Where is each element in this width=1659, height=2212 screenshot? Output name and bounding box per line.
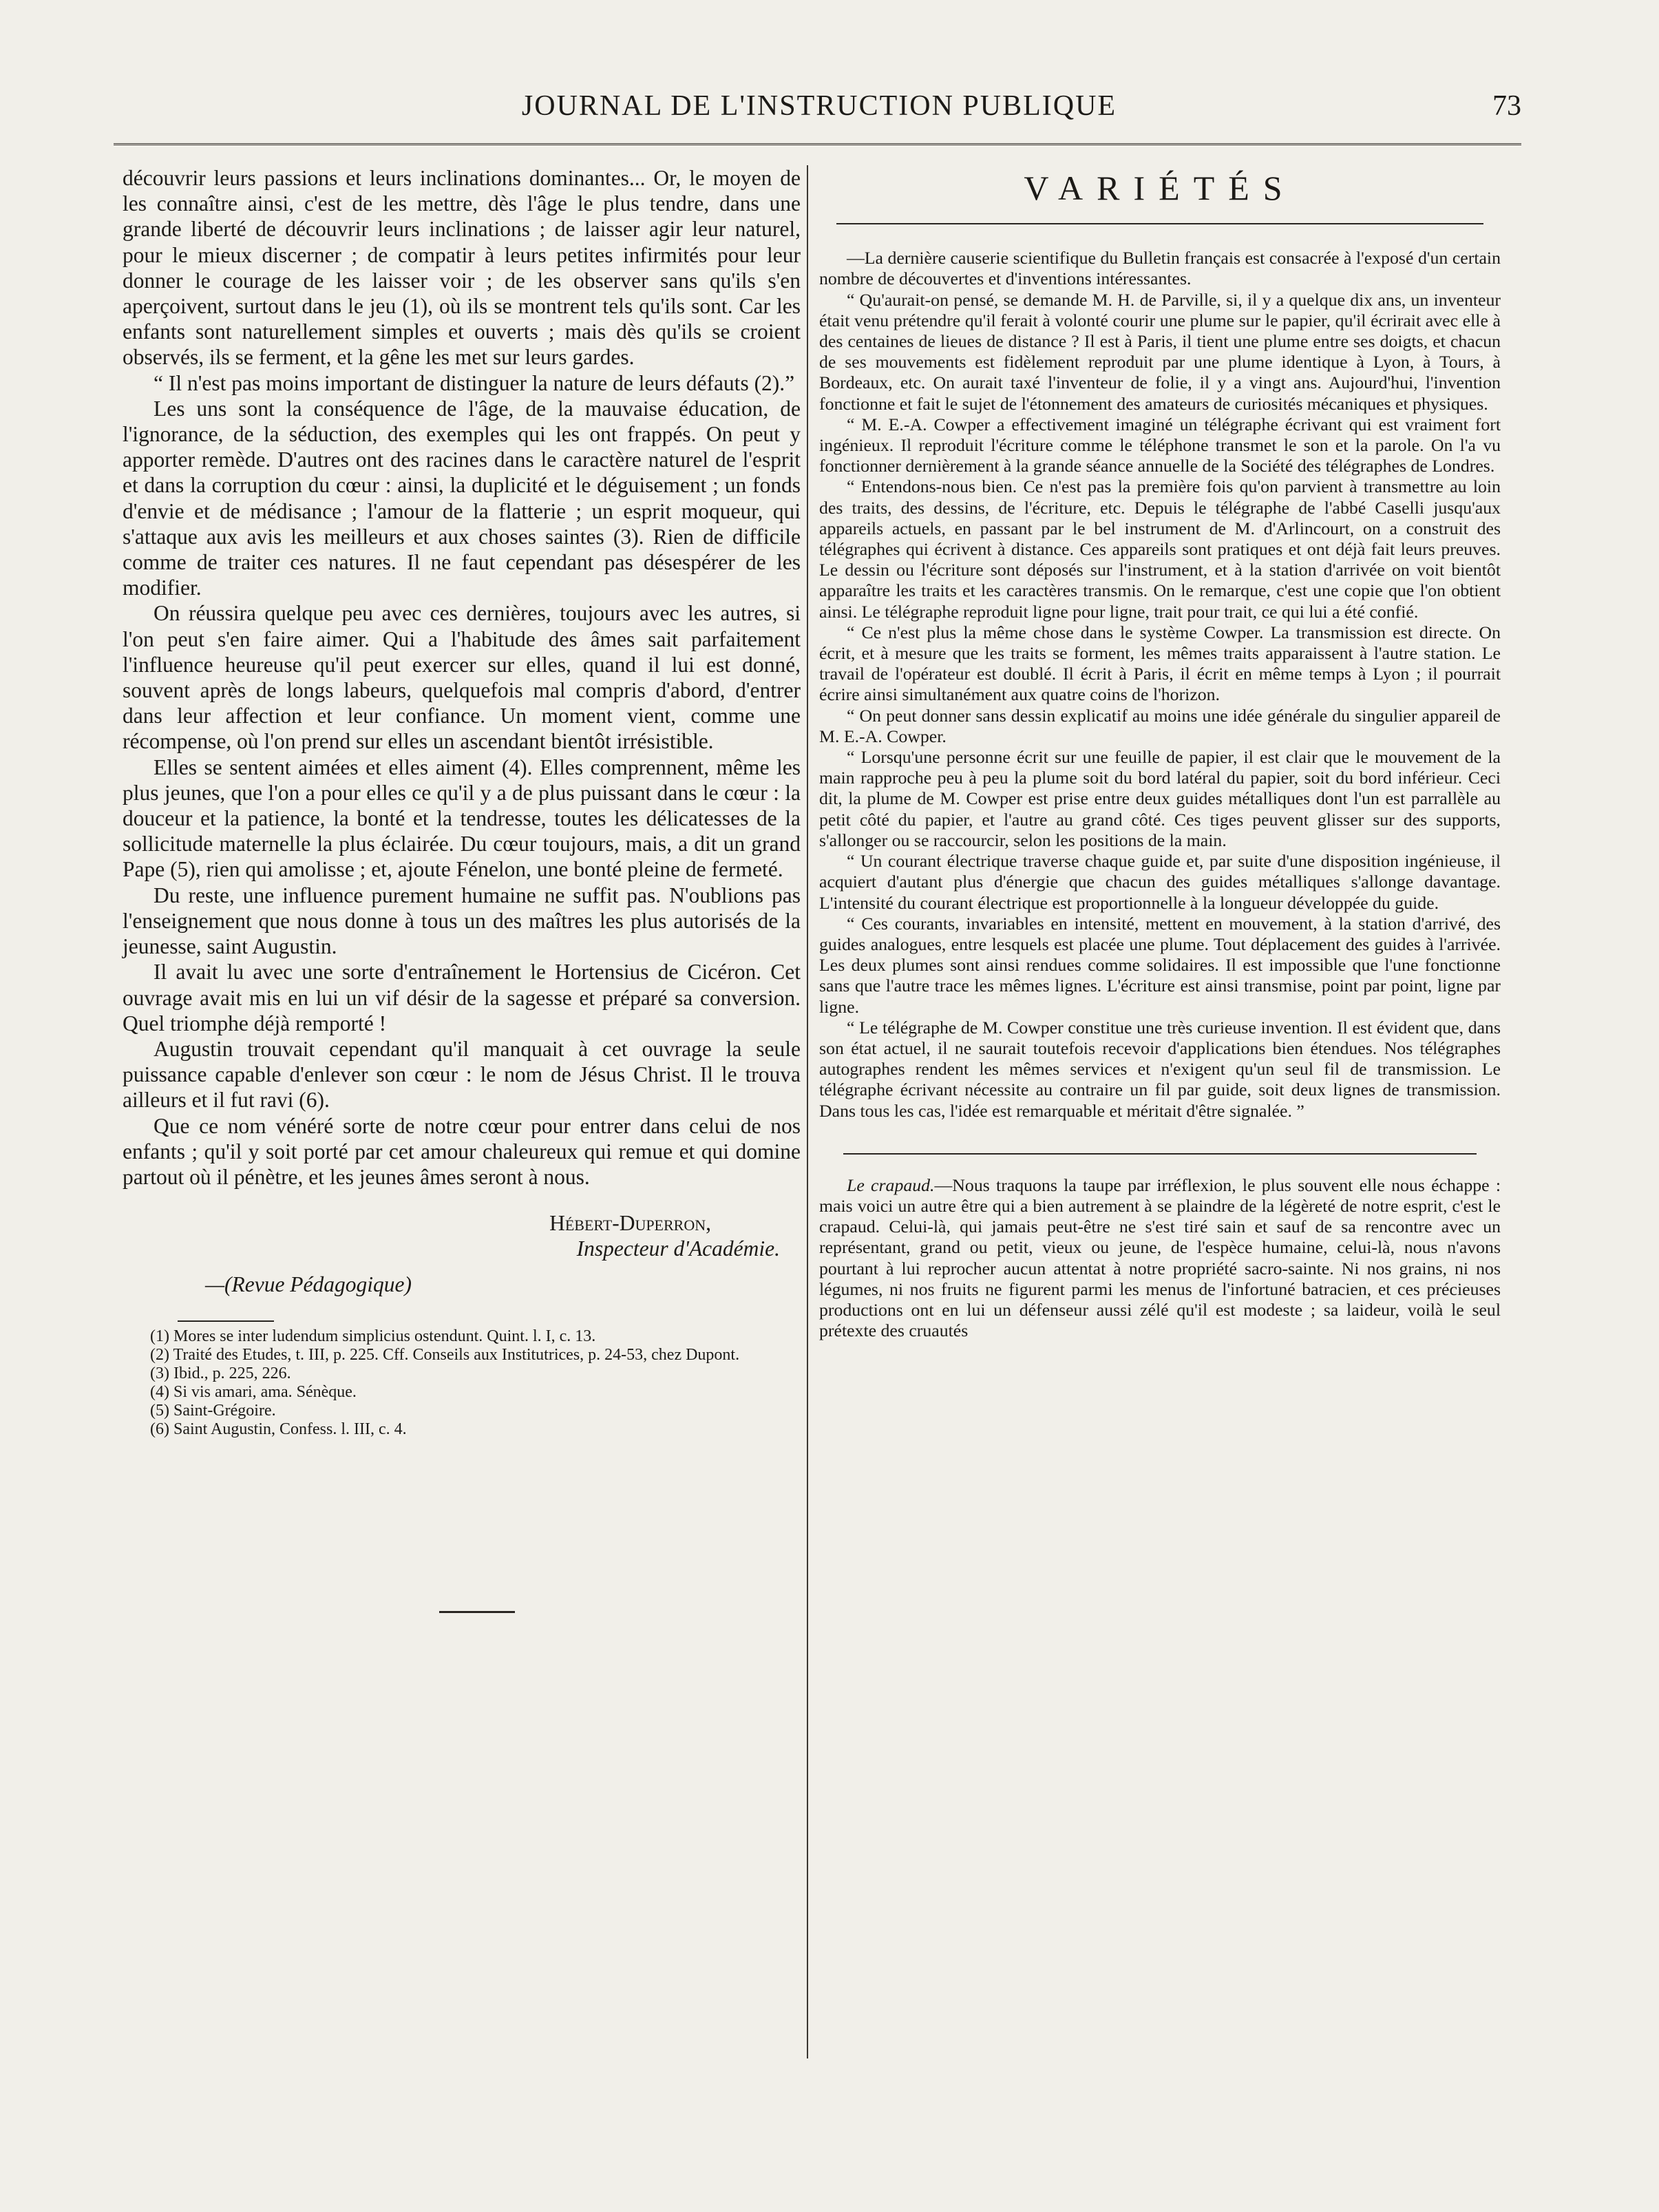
paragraph: Du reste, une influence purement humaine ne suffit pas. N'oublions pas l'enseignement que nous donne à tous un des maîtres les plus autorisés de la jeunesse, saint Augustin.	[123, 883, 801, 959]
footnote: (5) Saint-Grégoire.	[150, 1401, 276, 1420]
paragraph: Les uns sont la conséquence de l'âge, de la mauvaise éducation, de l'ignorance, de la séduction, des exemples qui les ont frappés. On peut y apporter remède. D'autres ont des racines dans le caractère naturel de l'esprit et dans la corruption du cœur : ainsi, la duplicité et le déguisement ; un fonds d'envie et de médisance ; l'amour de la flatterie ; un esprit moqueur, qui s'attaque aux avis les meilleurs et aux choses saintes (3). Rien de difficile comme de traiter ces natures. Il ne faut cependant pas désespérer de les modifier.	[123, 396, 801, 600]
footnote: (1) Mores se inter ludendum simplicius ostendunt. Quint. l. I, c. 13.	[150, 1327, 596, 1345]
journal-title: JOURNAL DE L'INSTRUCTION PUBLIQUE	[521, 90, 1117, 122]
paragraph: “ Entendons-nous bien. Ce n'est pas la première fois qu'on parvient à transmettre au loin des traits, des dessins, de l'écriture, etc. Depuis le télégraphe de l'abbé Caselli jusqu'aux appareils actuels, en passant par le bel instrument de M. d'Arlincourt, on a construit des télégraphes qui écrivent à distance. Ces appareils sont pratiques et ont déjà fait leurs preuves. Le dessin ou l'écriture sont déposés sur l'instrument, et à la station d'arrivée on voit bientôt apparaître les traits et les caractères transmis. On le remarque, c'est une copie que l'on obtient ainsi. Le télégraphe reproduit ligne pour ligne, trait pour trait, ce qui lui a été confié.	[819, 476, 1501, 622]
paragraph: Augustin trouvait cependant qu'il manquait à cet ouvrage la seule puissance capable d'enlever son cœur : le nom de Jésus Christ. Il le trouva ailleurs et il fut ravi (6).	[123, 1036, 801, 1113]
footnotes	[123, 1327, 801, 1439]
paragraph: “ Ces courants, invariables en intensité, mettent en mouvement, à la station d'arrivé, des guides analogues, entre lesquels est placée une plume. Tout déplacement des guides à l'arrivée. Les deux plumes sont ainsi rendues comme solidaires. Il est impossible que l'une fonctionne sans que l'autre trace les mêmes lignes. L'écriture est ainsi transmise, point par point, ligne par ligne.	[819, 913, 1501, 1017]
crapaud-title: Le crapaud.	[847, 1175, 935, 1195]
page-number: 73	[1492, 90, 1521, 122]
page-header	[117, 89, 1521, 131]
footnote-rule	[178, 1320, 274, 1322]
right-column	[819, 165, 1501, 1341]
column-separator	[807, 165, 808, 2058]
section-title: VARIÉTÉS	[1024, 169, 1296, 207]
paragraph: “ M. E.-A. Cowper a effectivement imaginé un télégraphe écrivant qui est vraiment fort ingénieux. Il reproduit l'écriture comme le téléphone transmet le son et la parole. On l'a vu fonctionner dernièrement à la grande séance annuelle de la Société des télégraphes de Londres.	[819, 414, 1501, 476]
paragraph: “ Un courant électrique traverse chaque guide et, par suite d'une disposition ingénieuse, il acquiert d'autant plus d'énergie que chacun des guides métalliques s'allonge davantage. L'intensité du courant électrique est proportionnelle à la longueur développée du guide.	[819, 851, 1501, 913]
footnote: (4) Si vis amari, ama. Sénèque.	[150, 1382, 357, 1401]
crapaud-paragraph	[819, 1175, 1501, 1342]
footnote: (6) Saint Augustin, Confess. l. III, c. 4.	[150, 1420, 407, 1438]
paragraph: Il avait lu avec une sorte d'entraînement le Hortensius de Cicéron. Cet ouvrage avait mis en lui un vif désir de la sagesse et préparé sa conversion. Quel triomphe déjà remporté !	[123, 960, 801, 1035]
paragraph: Elles se sentent aimées et elles aiment (4). Elles comprennent, même les plus jeunes, que l'on a pour elles ce qu'il y a de plus puissant dans le cœur : la douceur et la patience, la bonté et la tendresse, toutes les délicatesses de la sollicitude maternelle la plus éclairée. Du cœur toujours, mais, a dit un grand Pape (5), rien qui amolisse ; et, ajoute Fénelon, une bonté pleine de fermeté.	[123, 755, 801, 882]
paragraph: “ Il n'est pas moins important de distinguer la nature de leurs défauts (2).”	[154, 370, 795, 395]
paragraph: —La dernière causerie scientifique du Bulletin français est consacrée à l'exposé d'un certain nombre de découvertes et d'inventions intéressantes.	[819, 248, 1501, 289]
article-divider	[843, 1153, 1477, 1155]
author-signature	[123, 1210, 801, 1261]
left-column	[123, 165, 801, 1613]
author-role: Inspecteur d'Académie.	[576, 1236, 780, 1261]
author-name: Hébert-Duperron,	[549, 1211, 711, 1236]
paragraph: “ Lorsqu'une personne écrit sur une feuille de papier, il est clair que le mouvement de la main rapproche peu à peu la plume soit du bord latéral du papier, soit du bord inférieur. Ceci dit, la plume de M. Cowper est prise entre deux guides métalliques dont l'un est parrallèle au petit côté du papier, et l'autre au grand côté. Ces tiges peuvent glisser sur des supports, s'allonger ou se raccourcir, selon les positions de la main.	[819, 747, 1501, 850]
end-rule	[439, 1611, 515, 1613]
paragraph: “ Le télégraphe de M. Cowper constitue une très curieuse invention. Il est évident que, dans son état actuel, il ne saurait toutefois recevoir d'applications bien étendues. Nos télégraphes autographes rendent les mêmes services et n'exigent qu'un seul fil de transmission. Le télégraphe écrivant nécessite au contraire un fil par guide, soit deux lignes de transmission. Dans tous les cas, l'idée est remarquable et méritait d'être signalée. ”	[819, 1017, 1501, 1121]
paragraph: Que ce nom vénéré sorte de notre cœur pour entrer dans celui de nos enfants ; qu'il y soit porté par cet amour chaleureux qui remue et qui domine partout où il pénètre, et les jeunes âmes seront à nous.	[123, 1113, 801, 1189]
crapaud-text: —Nous traquons la taupe par irréflexion, le plus souvent elle nous échappe : mais voici un autre être qui a bien autrement à se plaindre de la légèreté de notre esprit, c'est le crapaud. Celui-là, qui jamais peut-être ne s'est tiré sain et sauf de sa rencontre avec un représentant, grand ou petit, vieux ou jeune, de l'espèce humaine, celui-là, nous n'avons pourtant à lui reprocher aucun attentat à notre propriété sacro-sainte. Ni nos grains, ni nos légumes, ni nos fruits ne figurent parmi les menus de l'infortuné batracien, et ces précieuses productions ont en lui un défenseur aussi zélé qu'il est modeste ; sa laideur, voilà le seul prétexte des cruautés	[819, 1175, 1501, 1341]
paragraph: “ Qu'aurait-on pensé, se demande M. H. de Parville, si, il y a quelque dix ans, un inventeur était venu prétendre qu'il ferait à volonté courir une plume sur le papier, qu'il écrirait avec elle à des centaines de lieues de distance ? Il est à Paris, il tient une plume entre ses doigts, et chacun de ses mouvements est fidèlement reproduit par une plume identique à Lyon, à Tours, à Bordeaux, etc. On aurait taxé l'inventeur de folie, il y a vingt ans. Aujourd'hui, l'invention fonctionne et fait le sujet de l'étonnement des amateurs de curiosités mécaniques et physiques.	[819, 289, 1501, 414]
footnote: (2) Traité des Etudes, t. III, p. 225. Cff. Conseils aux Institutrices, p. 24-53, chez Dupont.	[150, 1345, 740, 1364]
header-rule	[114, 143, 1521, 145]
paragraph: “ Ce n'est plus la même chose dans le système Cowper. La transmission est directe. On écrit, et à mesure que les traits se forment, les mêmes traits apparaissent à l'autre station. Le travail de l'opérateur est doublé. Il écrit à Paris, il écrit en même temps à Lyon ; il pourrait écrire ainsi simultanément aux quatre coins de l'horizon.	[819, 622, 1501, 705]
paragraph: découvrir leurs passions et leurs inclinations dominantes... Or, le moyen de les connaître ainsi, c'est de les mettre, dès l'âge le plus tendre, dans une grande liberté de découvrir leurs inclinations ; de laisser agir leur naturel, pour le mieux discerner ; de compatir à leurs petites infirmités pour leur donner le courage de les laisser voir ; de les observer sans qu'ils s'en aperçoivent, surtout dans le jeu (1), où ils se montrent tels qu'ils sont. Car les enfants sont naturellement simples et ouverts ; mais dès qu'ils se croient observés, ils se ferment, et la gêne les met sur leurs gardes.	[123, 166, 801, 370]
section-rule	[836, 223, 1483, 224]
footnote: (3) Ibid., p. 225, 226.	[150, 1364, 291, 1382]
paragraph: On réussira quelque peu avec ces dernières, toujours avec les autres, si l'on peut s'en faire aimer. Qui a l'habitude des âmes sait parfaitement l'influence heureuse qu'il peut exercer sur elles, quand il lui est donné, souvent après de longs labeurs, quelquefois mal compris d'abord, d'entrer dans leur affection et leur confiance. Un moment vient, comme une récompense, où l'on prend sur elles un ascendant bientôt irrésistible.	[123, 601, 801, 754]
paragraph: “ On peut donner sans dessin explicatif au moins une idée générale du singulier appareil de M. E.-A. Cowper.	[819, 705, 1501, 746]
article-source: —(Revue Pédagogique)	[205, 1272, 412, 1296]
